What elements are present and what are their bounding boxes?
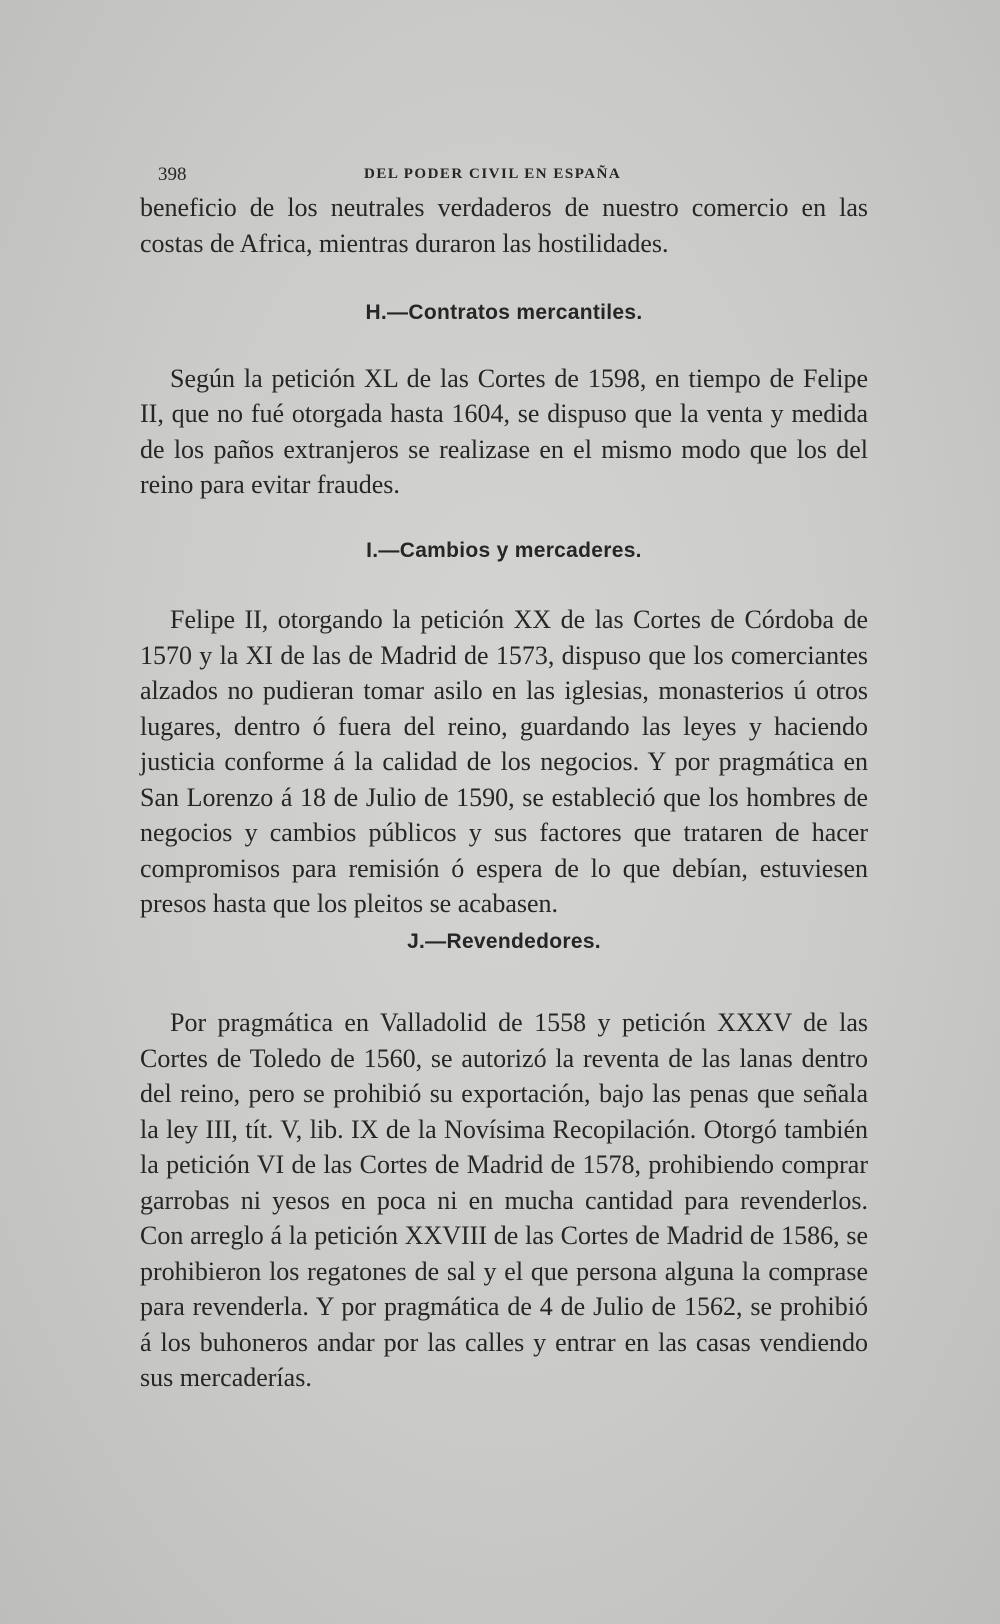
- section-paragraph-i: Felipe II, otorgando la petición XX de las Cortes de Córdoba de 1570 y la XI de las de Madrid de 1573, dispuso que los comerciantes alzados no pudieran tomar asilo en las iglesias, monasterios ú otros lugares, dentro ó fuera del reino, guardando las leyes y haciendo justicia conforme á la calidad de los negocios. Y por pragmática en San Lorenzo á 18 de Julio de 1590, se estableció que los hombres de negocios y cambios públicos y sus factores que trataren de hacer compromisos para remisión ó espera de lo que debían, estuviesen presos hasta que los pleitos se acabasen.: [140, 605, 868, 918]
- section-paragraph-h: Según la petición XL de las Cortes de 1598, en tiempo de Felipe II, que no fué otorgada hasta 1604, se dispuso que la venta y medida de los paños extranjeros se realizase en el mismo modo que los del reino para evitar fraudes.: [140, 363, 868, 499]
- page-number: 398: [158, 164, 187, 185]
- section-heading-j: J.—Revendedores.: [407, 929, 601, 953]
- running-title: DEL PODER CIVIL EN ESPAÑA: [364, 166, 622, 182]
- section-heading-h: H.—Contratos mercantiles.: [365, 301, 643, 324]
- page-header: [158, 160, 858, 190]
- section-paragraph-j: Por pragmática en Valladolid de 1558 y petición XXXV de las Cortes de Toledo de 1560, se autorizó la reventa de las lanas dentro del reino, pero se prohibió su exportación, bajo las penas que señala la ley III, tít. V, lib. IX de la Novísima Recopilación. Otorgó también la petición VI de las Cortes de Madrid de 1578, prohibiendo comprar garrobas ni yesos en poca ni en mucha cantidad para revenderlos. Con arreglo á la petición XXVIII de las Cortes de Madrid de 1586, se prohibieron los regatones de sal y el que persona alguna la comprase para revenderla. Y por pragmática de 4 de Julio de 1562, se prohibió á los buhoneros andar por las calles y entrar en las casas vendiendo sus mercaderías.: [140, 1008, 868, 1392]
- page-body: [140, 190, 868, 1396]
- intro-paragraph: beneficio de los neutrales verdaderos de nuestro comercio en las costas de Africa, mientras duraron las hostilidades.: [140, 193, 868, 258]
- section-heading-i: I.—Cambios y mercaderes.: [366, 538, 642, 562]
